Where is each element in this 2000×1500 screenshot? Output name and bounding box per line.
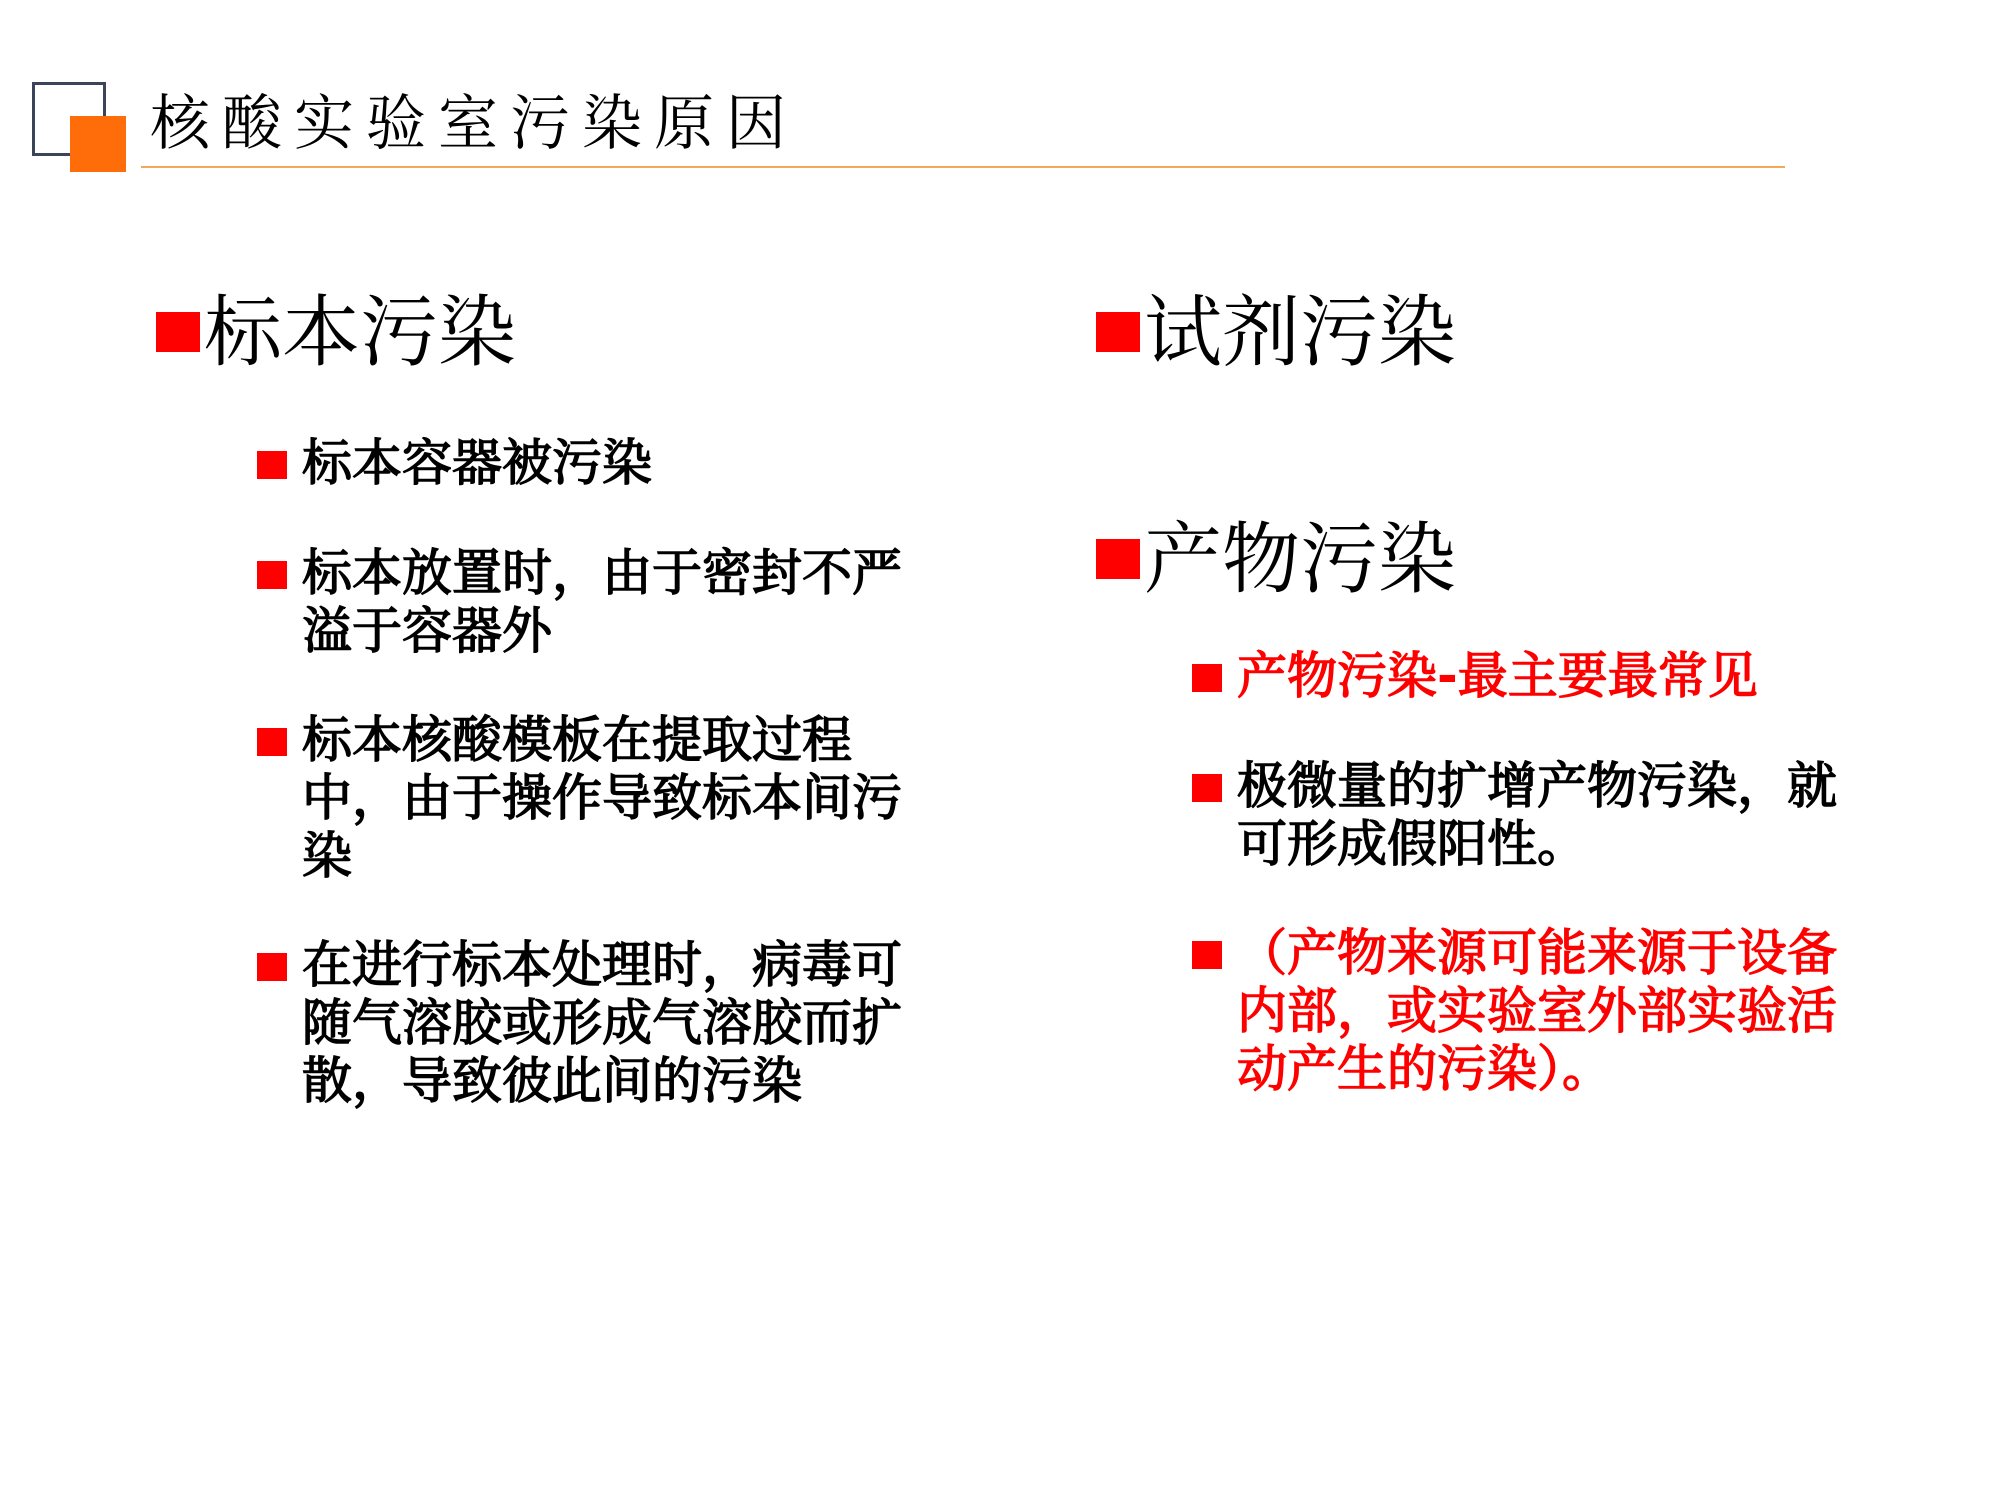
logo-orange-square bbox=[70, 116, 126, 172]
bullet-square-icon bbox=[1096, 312, 1140, 352]
slide-title: 核酸实验室污染原因 bbox=[150, 89, 798, 159]
left-list-item: 标本放置时，由于密封不严溢于容器外 bbox=[302, 544, 902, 660]
bullet-square-icon bbox=[257, 953, 287, 981]
heading-specimen-contamination: 标本污染 bbox=[204, 288, 517, 378]
right-list-item: 极微量的扩增产物污染，就可形成假阳性。 bbox=[1237, 757, 1837, 873]
right-list-item: （产物来源可能来源于设备内部，或实验室外部实验活动产生的污染）。 bbox=[1237, 924, 1837, 1098]
bullet-square-icon bbox=[156, 312, 200, 352]
heading-reagent-contamination: 试剂污染 bbox=[1144, 288, 1457, 378]
left-list-item: 标本容器被污染 bbox=[302, 434, 652, 492]
left-list-item: 在进行标本处理时，病毒可随气溶胶或形成气溶胶而扩散，导致彼此间的污染 bbox=[302, 936, 902, 1110]
bullet-square-icon bbox=[1192, 774, 1222, 802]
bullet-square-icon bbox=[1192, 664, 1222, 692]
left-list-item: 标本核酸模板在提取过程中，由于操作导致标本间污染 bbox=[302, 711, 902, 885]
bullet-square-icon bbox=[257, 561, 287, 589]
bullet-square-icon bbox=[1192, 941, 1222, 969]
right-list-item: 产物污染-最主要最常见 bbox=[1237, 647, 1758, 705]
title-divider bbox=[141, 166, 1785, 168]
bullet-square-icon bbox=[1096, 539, 1140, 579]
bullet-square-icon bbox=[257, 451, 287, 479]
heading-product-contamination: 产物污染 bbox=[1144, 515, 1457, 605]
bullet-square-icon bbox=[257, 728, 287, 756]
